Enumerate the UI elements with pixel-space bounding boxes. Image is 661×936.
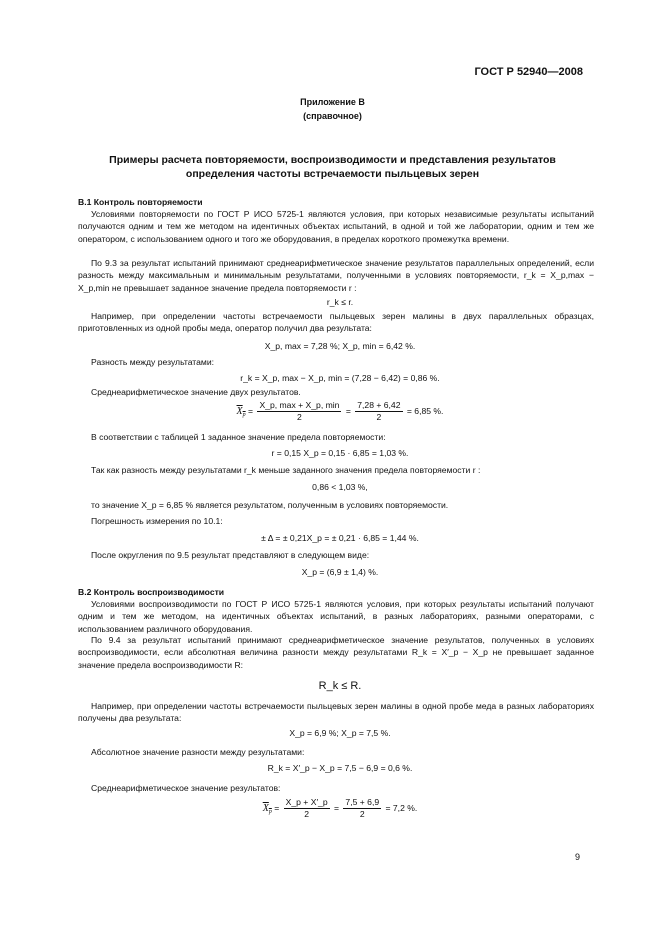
paragraph: Разность между результатами: [91,357,215,367]
section-heading: В.2 Контроль воспроизводимости [78,587,225,597]
formula-mean-2: $X_p$ = $\frac{X\_p + X'\_p}{2}$ = $\frac{7,5 + 6,9}{2}$ = 7,2 %. [262,797,418,819]
section-heading: В.1 Контроль повторяемости [78,197,203,207]
fraction [284,797,330,820]
xp-symbol: $X_p$ [236,405,246,418]
appendix-type: (справочное) [303,111,362,121]
fraction [257,400,341,423]
paragraph: После округления по 9.5 результат представляют в следующем виде: [91,550,370,560]
appendix-title: Приложение В [300,97,365,107]
paragraph: Условиями воспроизводимости по ГОСТ Р ИСО 5725-1 являются условия, при которых результаты испытаний получают одним и тем же методом, на идентичных объектах испытаний, в разных лабораториях, разными операторами, с использованием различного оборудования. [78,599,594,634]
fraction [355,400,402,423]
formula-final-result: X_p = (6,9 ± 1,4) %. [301,567,379,577]
fraction-denominator: 2 [297,412,302,422]
fraction-numerator: 7,28 + 6,42 [357,400,401,410]
formula-lab-values: X_p = 6,9 %; X_p = 7,5 %. [289,728,391,738]
formula-result: = 6,85 %. [406,405,444,416]
paragraph: Абсолютное значение разности между результатами: [91,747,305,757]
formula-mean-1: $X_p$ = $\frac{X\_p, \max + X\_p, \min}{2}$ = $\frac{7,28 + 6,42}{2}$ = 6,85 %. [236,400,444,422]
formula-compare: 0,86 < 1,03 %, [312,482,368,492]
standard-header: ГОСТ Р 52940—2008 [474,66,583,78]
paragraph: Например, при определении частоты встречаемости пыльцевых зерен малины в одной пробе меда в разных лабораториях получены два результата: [78,701,594,724]
paragraph: В соответствии с таблицей 1 заданное значение предела повторяемости: [91,432,386,442]
paragraph: Погрешность измерения по 10.1: [91,516,223,526]
fraction-denominator: 2 [376,412,382,422]
main-title-line1: Примеры расчета повторяемости, воспроизводимости и представления результатов [109,154,556,166]
fraction-numerator: X_p + X′_p [285,797,328,807]
formula-rk-calc: r_k = X_p, max − X_p, min = (7,28 − 6,42) = 0,86 %. [240,373,440,383]
fraction-denominator: 2 [304,809,310,819]
formula-Rk-calc: R_k = X′_p − X_p = 7,5 − 6,9 = 0,6 %. [267,763,413,773]
formula-r-calc: r = 0,15 X_p = 0,15 · 6,85 = 1,03 %. [271,448,409,458]
paragraph: По 9.3 за результат испытаний принимают среднеарифметическое значение результатов параллельных определений, если разность между максимальным и минимальным результатами, полученными в условиях повторяемости, r_k = X_p,max − X_p,min не превышает заданное значение предела повторяемости r : [78,258,594,293]
formula-Rk-le-R: R_k ≤ R. [318,680,362,692]
fraction [343,797,381,820]
paragraph: Среднеарифметическое значение результатов: [91,783,281,793]
formula-rk-le-r: r_k ≤ r. [326,297,354,307]
paragraph: Так как разность между результатами r_k меньше заданного значения предела повторяемости r : [91,465,481,475]
fraction-numerator: X_p, max + X_p, min [259,400,340,410]
xp-double-bar-symbol: $X_p$ [262,802,272,815]
fraction-denominator: 2 [359,809,365,819]
paragraph: то значение X_p = 6,85 % является результатом, полученным в условиях повторяемости. [91,500,449,510]
main-title-line2: определения частоты встречаемости пыльцевых зерен [185,168,480,180]
formula-xp-values: X_p, max = 7,28 %; X_p, min = 6,42 %. [264,341,416,351]
fraction-numerator: 7,5 + 6,9 [345,797,380,807]
paragraph: Например, при определении частоты встречаемости пыльцевых зерен малины в двух параллельных образцах, приготовленных из одной пробы меда, оператор получил два результата: [78,311,594,334]
formula-result: = 7,2 %. [385,802,418,813]
paragraph: Условиями повторяемости по ГОСТ Р ИСО 5725-1 являются условия, при которых независимые результаты испытаний получаются одним и тем же методом на идентичных объектах испытаний, в одной и той же лаборатории, одним и тем же оператором, с использованием одного и того же оборудования, в пределах короткого промежутка времени. [78,209,594,244]
page-number: 9 [575,852,581,862]
formula-error: ± Δ = ± 0,21X_p = ± 0,21 · 6,85 = 1,44 %. [261,533,419,543]
paragraph: Среднеарифметическое значение двух результатов. [91,387,301,397]
paragraph: По 9.4 за результат испытаний принимают среднеарифметическое значение результатов, полученных в условиях воспроизводимости, если абсолютная величина разности между результатами R_k = X′_p − X_p не превышает заданное значение предела воспроизводимости R: [78,635,594,670]
